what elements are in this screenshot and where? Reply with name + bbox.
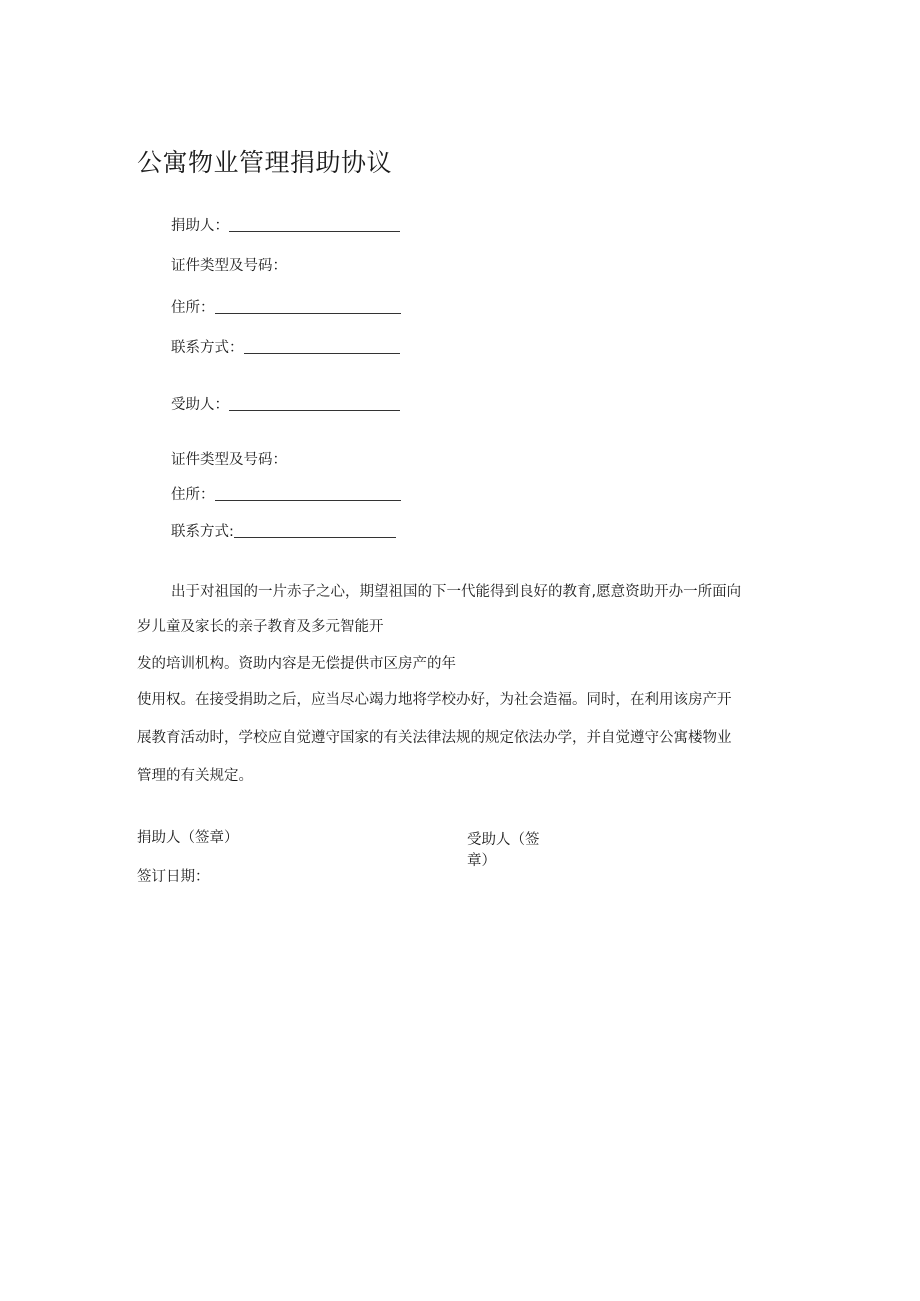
donor-id-label: 证件类型及号码： [171,258,287,274]
donor-signature-label: 捐助人（签章） [137,830,239,846]
body-line-2: 岁儿童及家长的亲子教育及多元智能开 [137,619,384,635]
donor-address-label: 住所： [171,300,215,316]
donor-id-field [171,254,287,275]
recipient-contact-label: 联系方式: [171,524,234,540]
recipient-address-field [171,483,401,504]
body-line-6: 管理的有关规定。 [137,768,253,784]
recipient-id-field [171,448,287,469]
recipient-name-blank [229,409,400,411]
recipient-contact-field [171,520,396,541]
donor-contact-label: 联系方式： [171,340,244,356]
donor-contact-field [171,336,400,357]
recipient-name-field [171,393,400,414]
recipient-signature-label-line1: 受助人（签 [467,832,540,848]
body-line-4: 使用权。在接受捐助之后，应当尽心竭力地将学校办好，为社会造福。同时，在利用该房产开 [137,692,732,708]
donor-address-field [171,296,401,317]
recipient-name-label: 受助人： [171,397,229,413]
donor-name-blank [229,230,400,232]
donor-contact-blank [244,352,400,354]
body-line-3: 发的培训机构。资助内容是无偿提供市区房产的年 [137,656,456,672]
recipient-address-label: 住所： [171,487,215,503]
donor-address-blank [215,312,401,314]
body-line-5: 展教育活动时，学校应自觉遵守国家的有关法律法规的规定依法办学，并自觉遵守公寓楼物业 [137,730,732,746]
signing-date-label: 签订日期： [137,869,210,885]
document-title: 公寓物业管理捐助协议 [137,148,393,177]
recipient-address-blank [215,499,401,501]
body-line-1: 出于对祖国的一片赤子之心，期望祖国的下一代能得到良好的教育,愿意资助开办一所面向 [171,584,742,600]
recipient-contact-blank [234,536,396,538]
recipient-id-label: 证件类型及号码： [171,452,287,468]
recipient-signature-label-line2: 章） [467,853,496,869]
donor-name-field [171,214,400,235]
donor-name-label: 捐助人： [171,218,229,234]
